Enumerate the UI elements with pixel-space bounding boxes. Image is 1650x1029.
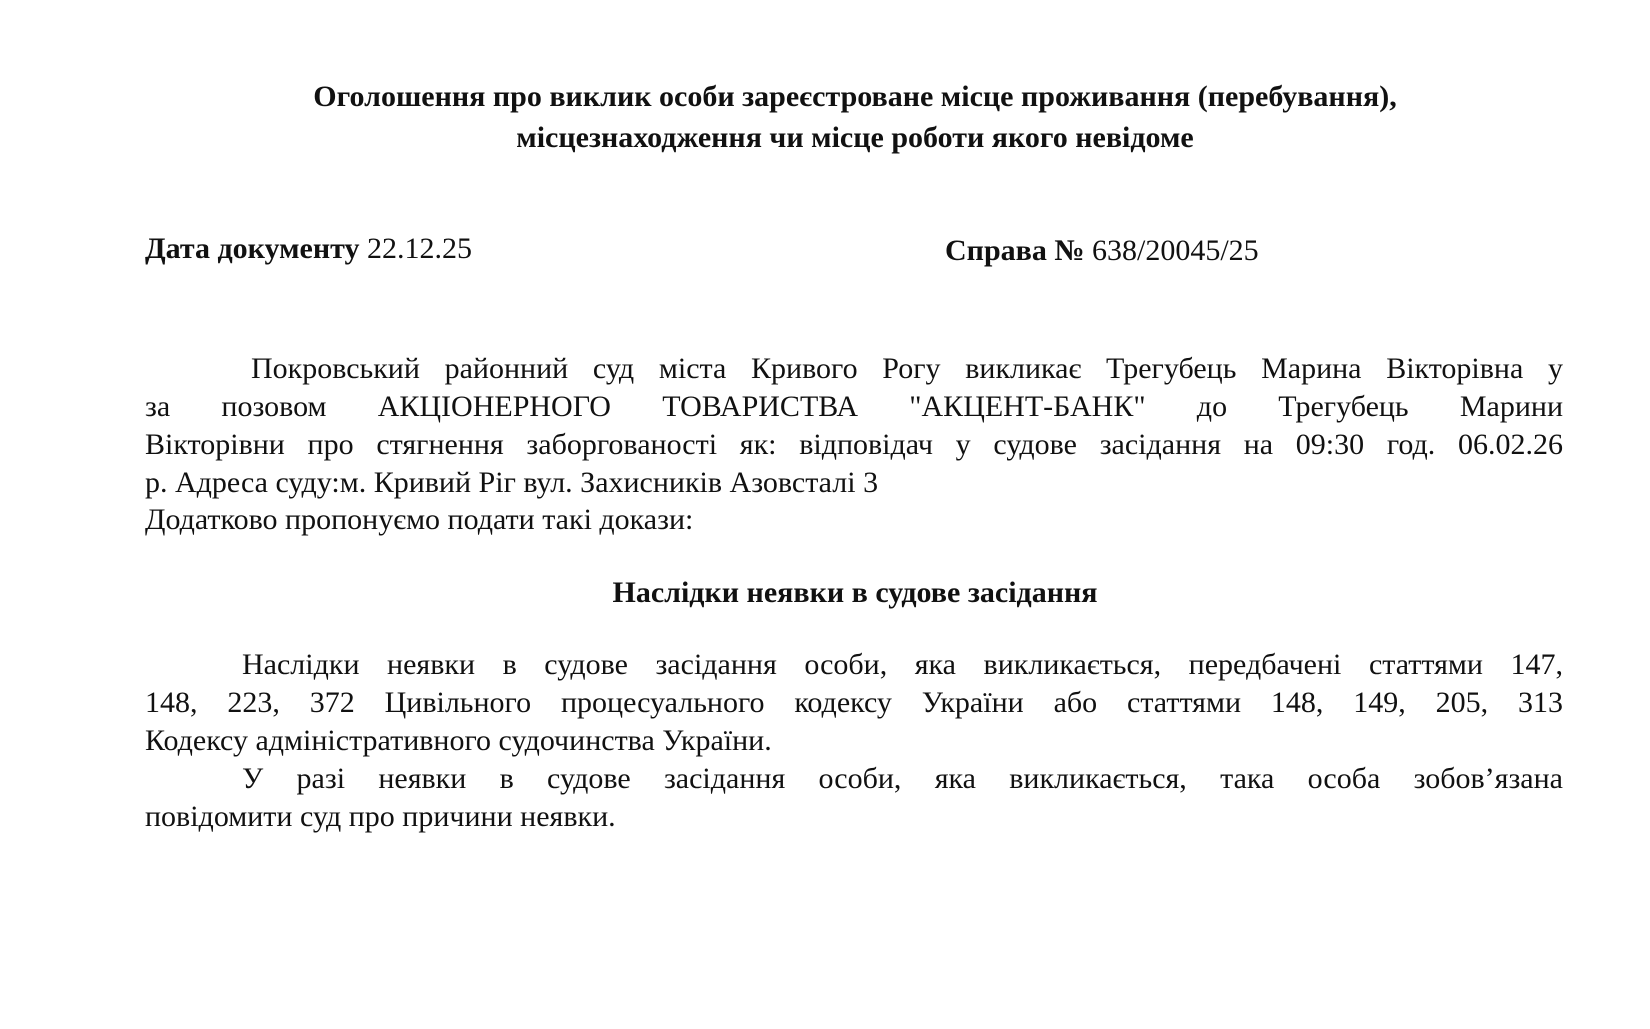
summons-line: за позовом АКЦІОНЕРНОГО ТОВАРИСТВА "АКЦЕНТ-БАНК" до Трегубець Марини — [145, 390, 1563, 423]
consequences-heading: Наслідки неявки в судове засідання — [612, 576, 1098, 609]
document-title — [0, 76, 1650, 158]
summons-line: Покровський районний суд міста Кривого Рогу викликає Трегубець Марина Вікторівна у — [251, 352, 1563, 385]
document-date — [145, 232, 472, 266]
title-line-1: Оголошення про виклик особи зареєстроване місце проживання (перебування), — [313, 80, 1397, 113]
summons-line: Вікторівни про стягнення заборгованості як: відповідач у судове засідання на 09:30 год. 06.02.26 — [145, 428, 1563, 461]
consequences-line: У разі неявки в судове засідання особи, яка викликається, така особа зобов’язана — [242, 762, 1563, 795]
date-label: Дата документу — [145, 232, 360, 265]
evidence-line: Додатково пропонуємо подати такі докази: — [145, 503, 694, 536]
consequences-line: Кодексу адміністративного судочинства України. — [145, 724, 772, 757]
summons-line: р. Адреса суду:м. Кривий Ріг вул. Захисників Азовсталі 3 — [145, 466, 879, 499]
consequences-line: Наслідки неявки в судове засідання особи, яка викликається, передбачені статтями 147, — [242, 648, 1563, 681]
title-line-2: місцезнаходження чи місце роботи якого невідоме — [516, 121, 1194, 154]
case-number — [945, 234, 1259, 268]
consequences-line: 148, 223, 372 Цивільного процесуального кодексу України або статтями 148, 149, 205, 313 — [145, 686, 1563, 719]
date-value: 22.12.25 — [366, 232, 472, 265]
consequences-line: повідомити суд про причини неявки. — [145, 800, 616, 833]
document-meta — [145, 232, 1565, 272]
case-value: 638/20045/25 — [1091, 234, 1259, 267]
summons-paragraph — [145, 350, 1563, 502]
case-label: Справа № — [945, 234, 1085, 267]
consequences-paragraph — [145, 646, 1563, 836]
